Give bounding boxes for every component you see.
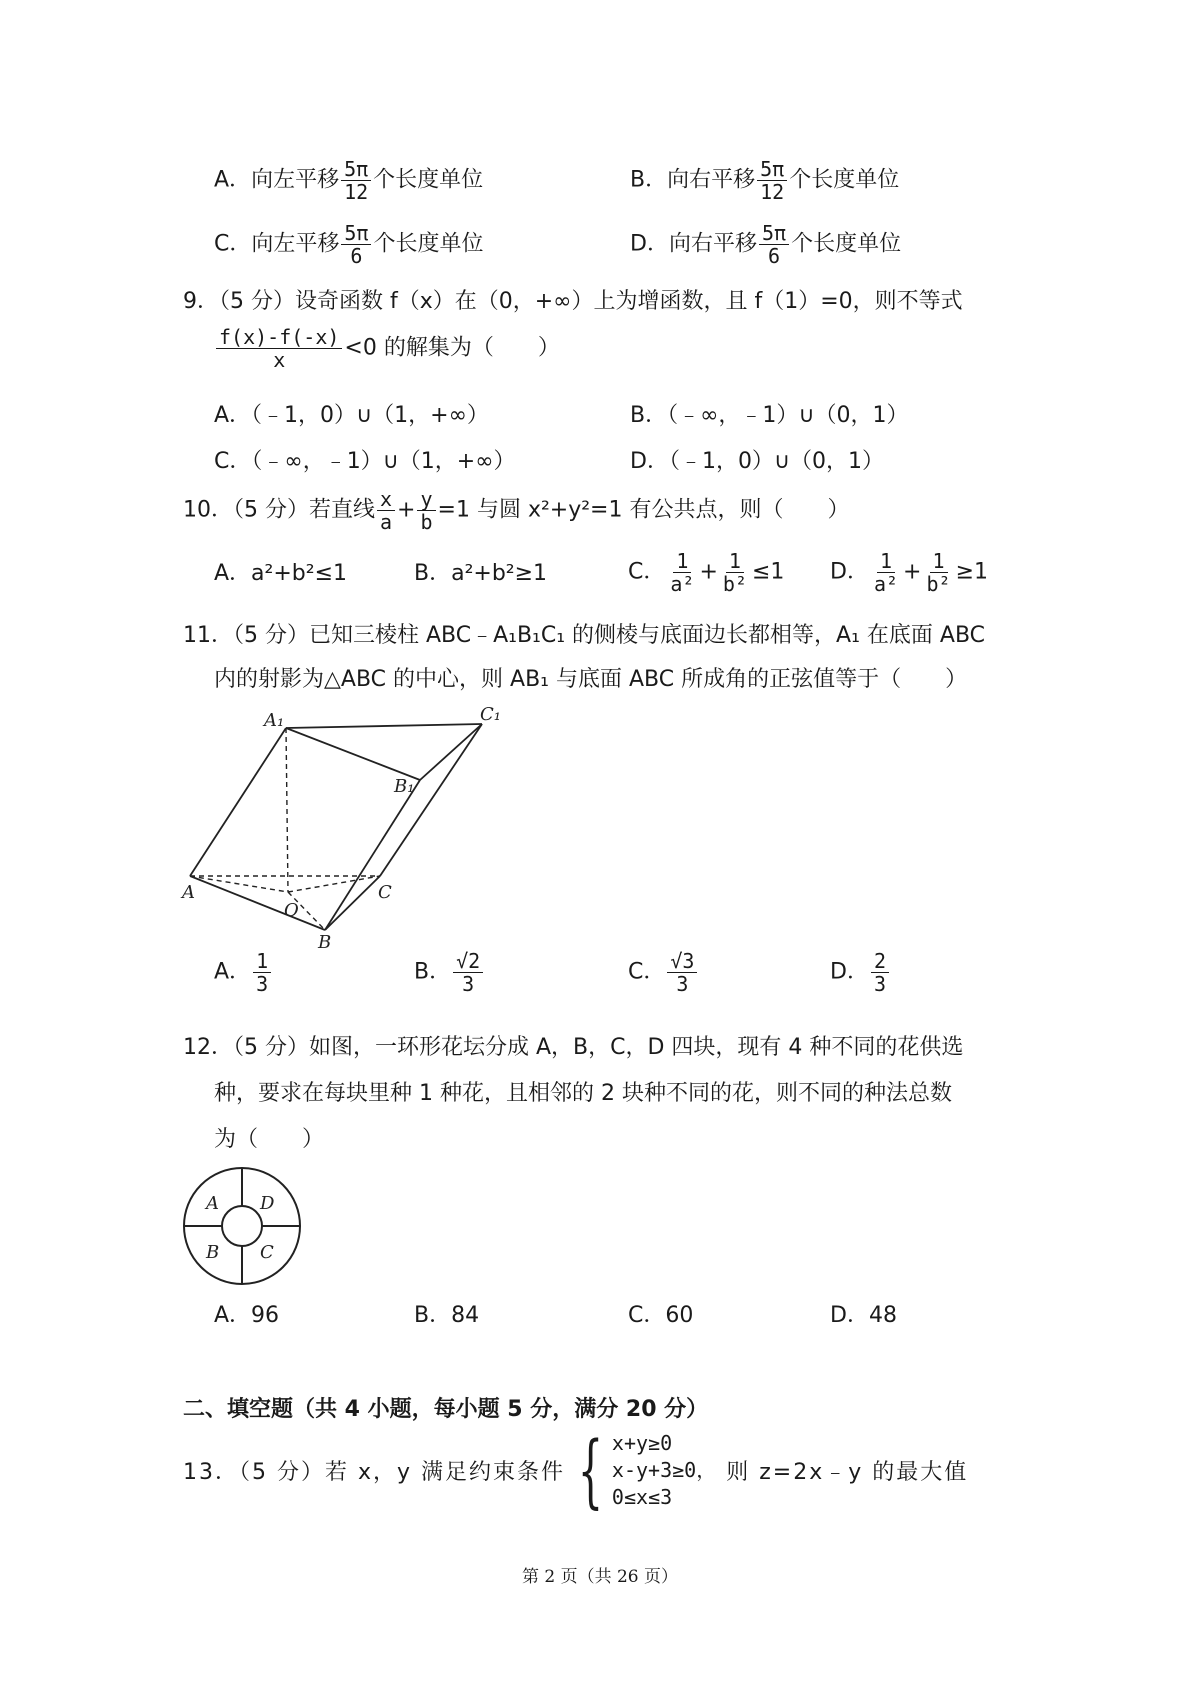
q12-stem-line3: 为（ ） bbox=[214, 1127, 325, 1152]
q10-option-b: B．a²+b²≥1 bbox=[414, 561, 548, 586]
q12-stem-line2: 种，要求在每块里种 1 种花，且相邻的 2 块种不同的花，则不同的种法总数 bbox=[214, 1081, 952, 1106]
q8-option-c: C．向左平移 $\frac{5\pi}{6}$ 个长度单位 bbox=[214, 221, 484, 268]
q8-a-fraction: $\frac{5\pi}{12}$ bbox=[341, 158, 371, 203]
q10-option-d: D． $\frac{1}{\text{a²}}$ + $\frac{1}{\text{b²}}$ ≥1 bbox=[830, 549, 989, 596]
q12-option-a: A．96 bbox=[214, 1303, 280, 1328]
q11-d-fraction: $\frac{2}{3}$ bbox=[871, 950, 889, 995]
q8-c-fraction: $\frac{5\pi}{6}$ bbox=[341, 222, 371, 267]
constraint-1: x+y≥0 bbox=[611, 1431, 673, 1455]
q9-option-c: C．（﹣∞，﹣1）∪（1，+∞） bbox=[214, 449, 516, 474]
q10-option-c: C． $\frac{1}{\text{a²}}$ + $\frac{1}{\text{b²}}$ ≤1 bbox=[628, 549, 785, 596]
label-c: C bbox=[378, 882, 392, 903]
q12-ring-figure bbox=[180, 1164, 304, 1288]
q8-option-b: B．向右平移 $\frac{5\pi}{12}$ 个长度单位 bbox=[630, 157, 900, 204]
q10-c-frac2: $\frac{1}{\text{b²}}$ bbox=[722, 549, 747, 596]
q11-option-b: B． $\frac{√2}{3}$ bbox=[414, 950, 485, 995]
q10-fraction-y: $\frac{y}{b}$ bbox=[417, 488, 435, 533]
q10-d-frac1: $\frac{1}{\text{a²}}$ bbox=[873, 549, 899, 596]
ring-label-d: D bbox=[260, 1193, 275, 1214]
q11-b-fraction: $\frac{√2}{3}$ bbox=[453, 950, 483, 995]
q10-d-frac2: $\frac{1}{\text{b²}}$ bbox=[926, 549, 951, 596]
ring-label-c: C bbox=[260, 1242, 274, 1263]
q9-fraction: $\frac{f(x)-f(-x)}{x}$ bbox=[216, 326, 342, 371]
q8-option-d: D．向右平移 $\frac{5\pi}{6}$ 个长度单位 bbox=[630, 221, 902, 268]
label-c1: C₁ bbox=[480, 704, 501, 725]
section-title: 二、填空题（共 4 小题，每小题 5 分，满分 20 分） bbox=[183, 1397, 709, 1422]
q12-option-c: C．60 bbox=[628, 1303, 694, 1328]
q9-option-b: B．（﹣∞，﹣1）∪（0，1） bbox=[630, 403, 909, 428]
constraint-3: 0≤x≤3 bbox=[611, 1485, 673, 1509]
label-b1: B₁ bbox=[394, 776, 415, 797]
page-footer: 第 2 页（共 26 页） bbox=[521, 1567, 679, 1587]
q11-prism-figure bbox=[180, 700, 520, 950]
q13-constraint-system: { x+y≥0 x-y+3≥0， 0≤x≤3 bbox=[577, 1423, 717, 1517]
q12-option-d: D．48 bbox=[830, 1303, 897, 1328]
q8-d-fraction: $\frac{5\pi}{6}$ bbox=[759, 222, 789, 267]
label-a1: A₁ bbox=[264, 710, 285, 731]
q12-stem-line1: 12．（5 分）如图，一环形花坛分成 A，B，C，D 四块，现有 4 种不同的花供选 bbox=[183, 1035, 964, 1060]
q10-fraction-x: $\frac{x}{a}$ bbox=[377, 488, 395, 533]
q11-c-fraction: $\frac{√3}{3}$ bbox=[667, 950, 697, 995]
q10-c-frac1: $\frac{1}{\text{a²}}$ bbox=[670, 549, 695, 596]
label-a: A bbox=[182, 882, 195, 903]
q11-option-d: D． $\frac{2}{3}$ bbox=[830, 950, 891, 995]
q8-option-a: A．向左平移 $\frac{5\pi}{12}$ 个长度单位 bbox=[214, 157, 484, 204]
q10-stem: 10．（5 分）若直线 $\frac{x}{a}$ + $\frac{y}{b}$ =1 与圆 x²+y²=1 有公共点，则（ ） bbox=[183, 487, 850, 534]
q11-stem-line2: 内的射影为△ABC 的中心，则 AB₁ 与底面 ABC 所成角的正弦值等于（ ） bbox=[214, 667, 968, 692]
q9-option-d: D．（﹣1，0）∪（0，1） bbox=[630, 449, 885, 474]
q11-option-c: C． $\frac{√3}{3}$ bbox=[628, 950, 699, 995]
q10-option-a: A．a²+b²≤1 bbox=[214, 561, 347, 586]
label-o: O bbox=[284, 900, 299, 921]
label-b: B bbox=[318, 932, 332, 950]
q9-option-a: A．（﹣1，0）∪（1，+∞） bbox=[214, 403, 489, 428]
q12-option-b: B．84 bbox=[414, 1303, 480, 1328]
ring-label-a: A bbox=[206, 1193, 219, 1214]
q8-b-fraction: $\frac{5\pi}{12}$ bbox=[757, 158, 787, 203]
q11-option-a: A． $\frac{1}{3}$ bbox=[214, 950, 273, 995]
q9-stem-line2: $\frac{f(x)-f(-x)}{x}$ <0 的解集为（ ） bbox=[214, 326, 560, 371]
constraint-2: x-y+3≥0， bbox=[611, 1458, 717, 1482]
q11-a-fraction: $\frac{1}{3}$ bbox=[253, 950, 271, 995]
q13-stem: 13．（5 分）若 x，y 满足约束条件 { x+y≥0 x-y+3≥0， 0≤x≤3 则 z=2x﹣y 的最大值 bbox=[183, 1423, 969, 1517]
q9-stem: 9．（5 分）设奇函数 f（x）在（0，+∞）上为增函数，且 f（1）=0，则不等式 bbox=[183, 289, 963, 314]
q11-stem-line1: 11．（5 分）已知三棱柱 ABC﹣A₁B₁C₁ 的侧棱与底面边长都相等，A₁ 在底面 ABC bbox=[183, 623, 986, 648]
ring-label-b: B bbox=[206, 1242, 220, 1263]
